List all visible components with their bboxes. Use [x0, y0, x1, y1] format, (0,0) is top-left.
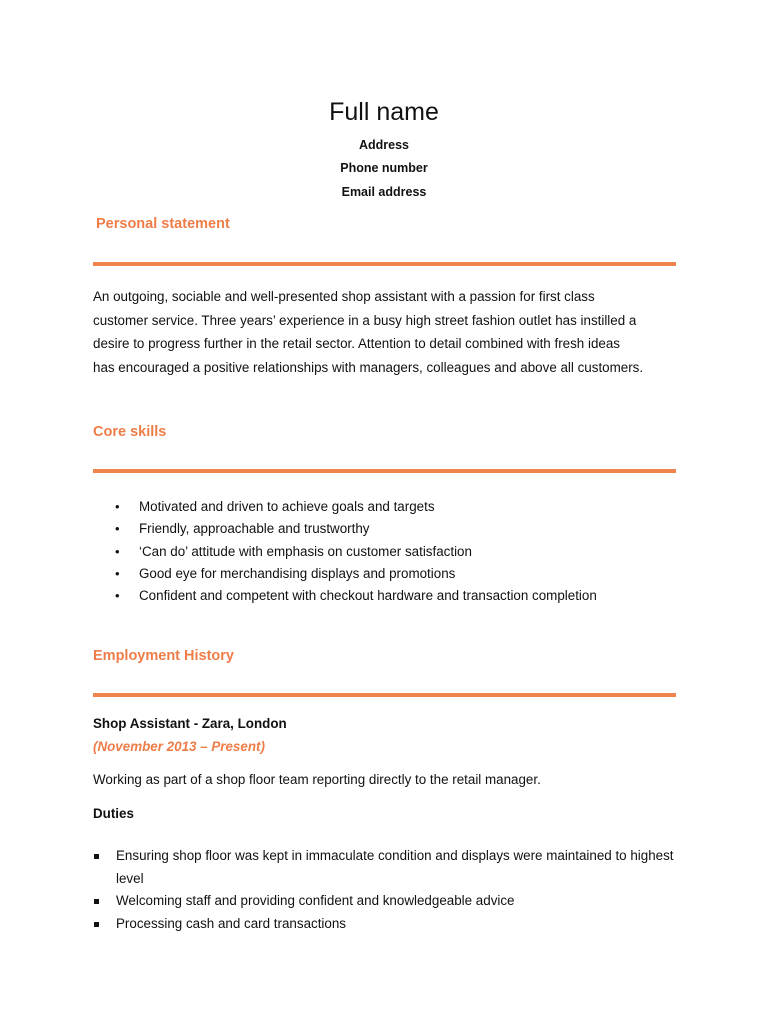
skill-text: ‘Can do’ attitude with emphasis on customer satisfaction: [139, 543, 472, 559]
list-item: [93, 585, 683, 607]
list-item: [93, 913, 683, 936]
skill-text: Confident and competent with checkout hardware and transaction completion: [139, 588, 597, 604]
section-divider: [93, 262, 676, 266]
duties-list: [93, 845, 683, 935]
list-item: [93, 845, 683, 890]
bullet-icon: •: [115, 565, 120, 581]
core-skills-heading: Core skills: [93, 424, 167, 440]
list-item: [93, 563, 683, 585]
personal-statement-heading: Personal statement: [96, 216, 230, 232]
bullet-icon: •: [115, 499, 120, 514]
job-summary: Working as part of a shop floor team reporting directly to the retail manager.: [93, 772, 541, 787]
address: Address: [358, 138, 410, 152]
list-item: [93, 496, 683, 518]
bullet-icon: •: [115, 521, 120, 537]
section-divider: [93, 693, 676, 697]
bullet-icon: •: [115, 543, 120, 559]
job-dates: (November 2013 – Present): [93, 739, 265, 754]
statement-line: has encouraged a positive relationships with managers, colleagues and above all customers.: [93, 359, 644, 375]
skill-text: Friendly, approachable and trustworthy: [139, 521, 370, 537]
job-title: Shop Assistant - Zara, London: [93, 716, 287, 731]
square-bullet-icon: [94, 899, 99, 904]
statement-line: desire to progress further in the retail sector. Attention to detail combined with fresh ideas: [93, 336, 620, 351]
statement-line: An outgoing, sociable and well-presented shop assistant with a passion for first class: [93, 289, 595, 304]
section-divider: [93, 469, 676, 473]
duty-text: Processing cash and card transactions: [116, 915, 346, 931]
bullet-icon: •: [115, 588, 120, 604]
skill-text: Motivated and driven to achieve goals and targets: [139, 499, 435, 514]
square-bullet-icon: [94, 854, 99, 859]
list-item: [93, 518, 683, 540]
email-address: Email address: [341, 185, 427, 199]
employment-history-heading: Employment History: [93, 648, 234, 664]
personal-statement-text: [93, 285, 683, 379]
list-item: [93, 890, 683, 913]
duty-text: Welcoming staff and providing confident and knowledgeable advice: [116, 893, 515, 908]
duties-label: Duties: [93, 806, 134, 821]
list-item: [93, 541, 683, 563]
duty-text: Ensuring shop floor was kept in immaculate condition and displays were maintained to highest level: [116, 848, 674, 886]
square-bullet-icon: [94, 922, 99, 927]
skill-text: Good eye for merchandising displays and promotions: [139, 565, 456, 581]
phone-number: Phone number: [340, 161, 428, 175]
statement-line: customer service. Three years’ experience in a busy high street fashion outlet has instilled a: [93, 312, 637, 328]
full-name: Full name: [329, 98, 439, 126]
core-skills-list: [93, 496, 683, 607]
